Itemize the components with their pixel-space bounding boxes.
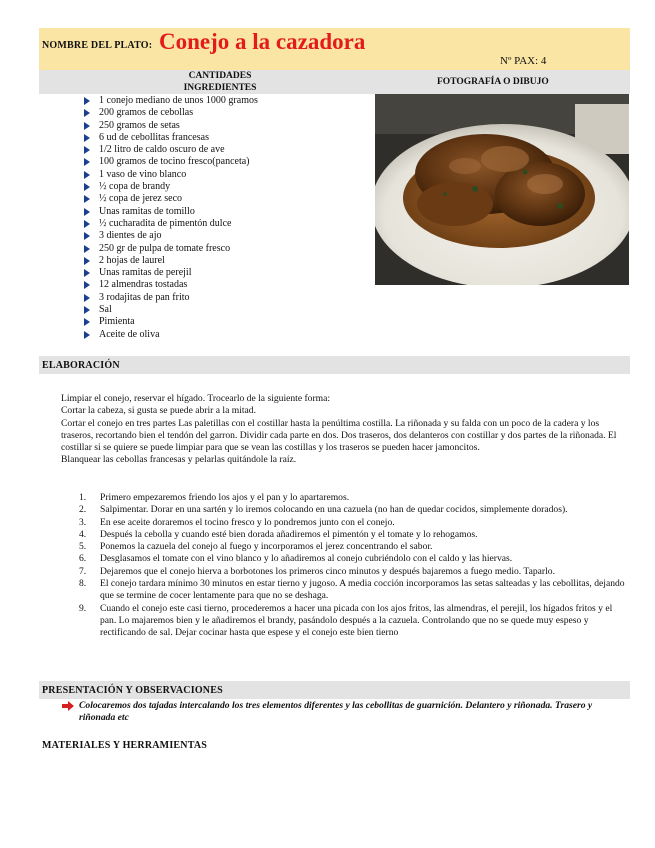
triangle-bullet-icon xyxy=(84,146,90,154)
elaboracion-heading: ELABORACIÓN xyxy=(42,360,120,371)
ingredients-header: INGREDIENTES xyxy=(183,83,257,93)
plate-title: Conejo a la cazadora xyxy=(159,29,366,54)
triangle-bullet-icon xyxy=(84,281,90,289)
triangle-bullet-icon xyxy=(84,245,90,253)
step-item: 1. Primero empezaremos friendo los ajos y el pan y lo apartaremos. xyxy=(79,492,350,503)
ingredient-item: ½ copa de jerez seco xyxy=(84,193,374,205)
step-item: 2. Salpimentar. Dorar en una sartén y lo iremos colocando en una cazuela (no han de quedar cocidos, simplemente dorados). xyxy=(79,504,568,516)
ingredient-item: 1 conejo mediano de unos 1000 gramos xyxy=(84,95,374,107)
ingredient-item: Aceite de oliva xyxy=(84,329,374,341)
ingredient-item: 200 gramos de cebollas xyxy=(84,107,374,119)
intro-paragraph: Blanquear las cebollas francesas y pelarlas quitándole la raíz. xyxy=(61,454,297,466)
dish-photo xyxy=(375,94,629,285)
intro-paragraph: Limpiar el conejo, reservar el hígado. Trocearlo de la siguiente forma: xyxy=(61,393,331,404)
ingredient-item: 100 gramos de tocino fresco(panceta) xyxy=(84,156,374,168)
triangle-bullet-icon xyxy=(84,318,90,326)
triangle-bullet-icon xyxy=(84,171,90,179)
ingredient-item: Unas ramitas de perejil xyxy=(84,267,374,279)
ingredients-list xyxy=(84,95,374,341)
triangle-bullet-icon xyxy=(84,122,90,130)
arrow-bullet-icon xyxy=(62,701,74,711)
step-item: 4. Después la cebolla y cuando esté bien dorada añadiremos el pimentón y el tomate y lo rehogamos. xyxy=(79,528,478,540)
ingredient-item: 1/2 litro de caldo oscuro de ave xyxy=(84,144,374,156)
triangle-bullet-icon xyxy=(84,134,90,142)
ingredient-item: 250 gr de pulpa de tomate fresco xyxy=(84,243,374,255)
ingredient-item: 12 almendras tostadas xyxy=(84,279,374,291)
ingredient-item: Pimienta xyxy=(84,316,374,328)
triangle-bullet-icon xyxy=(84,331,90,339)
step-item: 5. Ponemos la cazuela del conejo al fuego y incorporamos el jerez concentrando el sabor. xyxy=(79,541,433,553)
ingredient-item: 3 dientes de ajo xyxy=(84,230,374,242)
quantities-ingredients-header xyxy=(160,70,280,94)
triangle-bullet-icon xyxy=(84,208,90,216)
plate-name-label: NOMBRE DEL PLATO: xyxy=(42,40,153,51)
materiales-heading: MATERIALES Y HERRAMIENTAS xyxy=(42,740,208,751)
presentacion-text: Colocaremos dos tajadas intercalando los tres elementos diferentes y las cebollitas de guarnición. Delantero y riñonada. Trasero y riñonada etc xyxy=(79,700,593,724)
triangle-bullet-icon xyxy=(84,220,90,228)
triangle-bullet-icon xyxy=(84,109,90,117)
ingredient-item: Sal xyxy=(84,304,374,316)
photo-header: FOTOGRAFÍA O DIBUJO xyxy=(437,77,549,87)
ingredient-item: 1 vaso de vino blanco xyxy=(84,169,374,181)
ingredient-item: ½ cucharadita de pimentón dulce xyxy=(84,218,374,230)
elaboracion-intro xyxy=(61,393,621,467)
triangle-bullet-icon xyxy=(84,97,90,105)
pax-count: Nº PAX: 4 xyxy=(500,55,547,67)
triangle-bullet-icon xyxy=(84,294,90,302)
ingredient-item: 250 gramos de setas xyxy=(84,120,374,132)
quantities-header: CANTIDADES xyxy=(188,71,252,81)
triangle-bullet-icon xyxy=(84,257,90,265)
elaboracion-steps xyxy=(61,492,626,640)
ingredient-item: ½ copa de brandy xyxy=(84,181,374,193)
triangle-bullet-icon xyxy=(84,232,90,240)
elaboracion-band xyxy=(39,356,630,374)
intro-paragraph: Cortar la cabeza, si gusta se puede abrir a la mitad. xyxy=(61,405,256,417)
triangle-bullet-icon xyxy=(84,183,90,191)
step-item: 3. En ese aceite doraremos el tocino fresco y lo pondremos junto con el conejo. xyxy=(79,516,395,528)
triangle-bullet-icon xyxy=(84,269,90,277)
ingredient-item: 2 hojas de laurel xyxy=(84,255,374,267)
presentacion-observation xyxy=(60,700,620,725)
step-item: 8. El conejo tardara mínimo 30 minutos en estar tierno y jugoso. A media cocción incorporamos las setas salteadas y las cebollitas, dejando que se termine de cocer lentamente para que no se deshaga. xyxy=(79,578,625,602)
triangle-bullet-icon xyxy=(84,195,90,203)
intro-paragraph: Cortar el conejo en tres partes Las paletillas con el costillar hasta la penúltima costilla. La riñonada y su falda con un poco de la cadera y los traseros, recortando bien el tendón del garron. Dividir cada parte en dos. Dos traseros, dos delanteros con costillar y dos partes de la riñonada. El costillar si se quiere se puede limpiar para que se vean las costillas y los traseros se pueden hacer jamoncitos. xyxy=(61,417,617,454)
ingredient-item: 6 ud de cebollitas francesas xyxy=(84,132,374,144)
step-item: 9. Cuando el conejo este casi tierno, procederemos a hacer una picada con los ajos fritos, las almendras, el perejil, los hígados fritos y el pan. Lo majaremos bien y le añadiremos el brandy, pasándolo después a la cazuela. Controlando que no se quede muy espeso y rectificando de sal. Dejar cocinar hasta que espese y el conejo este bien tierno xyxy=(79,602,613,639)
ingredient-item: 3 rodajitas de pan frito xyxy=(84,292,374,304)
step-item: 7. Dejaremos que el conejo hierva a borbotones los primeros cinco minutos y después bajaremos a fuego medio. Taparlo. xyxy=(79,565,555,577)
triangle-bullet-icon xyxy=(84,158,90,166)
step-item: 6. Desglasamos el tomate con el vino blanco y lo añadiremos al conejo cubriéndolo con el caldo y las hiervas. xyxy=(79,553,513,565)
presentacion-heading: PRESENTACIÓN Y OBSERVACIONES xyxy=(42,685,223,696)
triangle-bullet-icon xyxy=(84,306,90,314)
rabbit-dish-illustration xyxy=(375,94,629,285)
ingredient-item: Unas ramitas de tomillo xyxy=(84,206,374,218)
